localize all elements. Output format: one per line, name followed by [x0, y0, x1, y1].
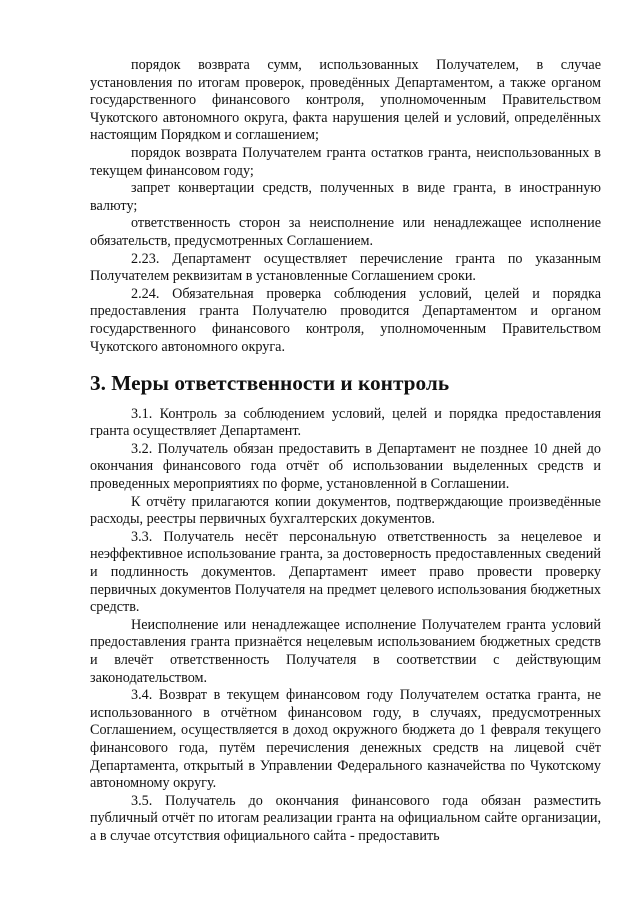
paragraph-report-attachments: К отчёту прилагаются копии документов, подтверждающие произведённые расходы, реестры первичных бухгалтерских документов.	[90, 493, 601, 528]
document-page	[90, 57, 601, 846]
paragraph-currency-ban: запрет конвертации средств, полученных в виде гранта, в иностранную валюту;	[90, 180, 601, 214]
paragraph-2-24: 2.24. Обязательная проверка соблюдения условий, целей и порядка предоставления гранта Получателю проводится Департаментом и органом государственного финансового контроля, уполномоченным Правительством Чукотского автономного округа.	[90, 285, 601, 355]
paragraph-misuse: Неисполнение или ненадлежащее исполнение Получателем гранта условий предоставления гранта признаётся нецелевым использованием бюджетных средств и влечёт ответственность Получателя в соответствии с действующим законодательством.	[90, 616, 601, 686]
paragraph-liability: ответственность сторон за неисполнение или ненадлежащее исполнение обязательств, предусмотренных Соглашением.	[90, 215, 601, 249]
paragraph-3-2: 3.2. Получатель обязан предоставить в Департамент не позднее 10 дней до окончания финансового года отчёт об использовании выделенных средств и проведенных мероприятиях по форме, установленной в Соглашении.	[90, 440, 601, 493]
paragraph-balance-return: порядок возврата Получателем гранта остатков гранта, неиспользованных в текущем финансовом году;	[90, 144, 601, 179]
paragraph-3-1: 3.1. Контроль за соблюдением условий, целей и порядка предоставления гранта осуществляет Департамент.	[90, 405, 601, 440]
paragraph-2-23: 2.23. Департамент осуществляет перечисление гранта по указанным Получателем реквизитам в установленные Соглашением сроки.	[90, 250, 601, 285]
paragraph-3-4: 3.4. Возврат в текущем финансовом году Получателем остатка гранта, не использованного в отчётном финансовом году, в случаях, предусмотренных Соглашением, осуществляется в доход окружного бюджета до 1 февраля текущего финансового года, путём перечисления денежных средств на лицевой счёт Департамента, открытый в Управлении Федерального казначейства по Чукотскому автономному округу.	[90, 687, 601, 792]
paragraph-refund-procedure: порядок возврата сумм, использованных Получателем, в случае установления по итогам проверок, проведённых Департаментом, а также органом государственного финансового контроля, уполномоченным Правительством Чукотского автономного округа, факта нарушения целей и условий, определённых настоящим Порядком и соглашением;	[90, 57, 601, 144]
paragraph-3-3: 3.3. Получатель несёт персональную ответственность за нецелевое и неэффективное использование гранта, за достоверность предоставленных сведений и подлинность документов. Департамент имеет право провести проверку первичных документов Получателя на предмет целевого использования бюджетных средств.	[90, 528, 601, 616]
paragraph-3-5: 3.5. Получатель до окончания финансового года обязан разместить публичный отчёт по итогам реализации гранта на официальном сайте организации, а в случае отсутствия официального сайта - предоставить	[90, 792, 601, 844]
section-heading: 3. Меры ответственности и контроль	[90, 371, 450, 396]
